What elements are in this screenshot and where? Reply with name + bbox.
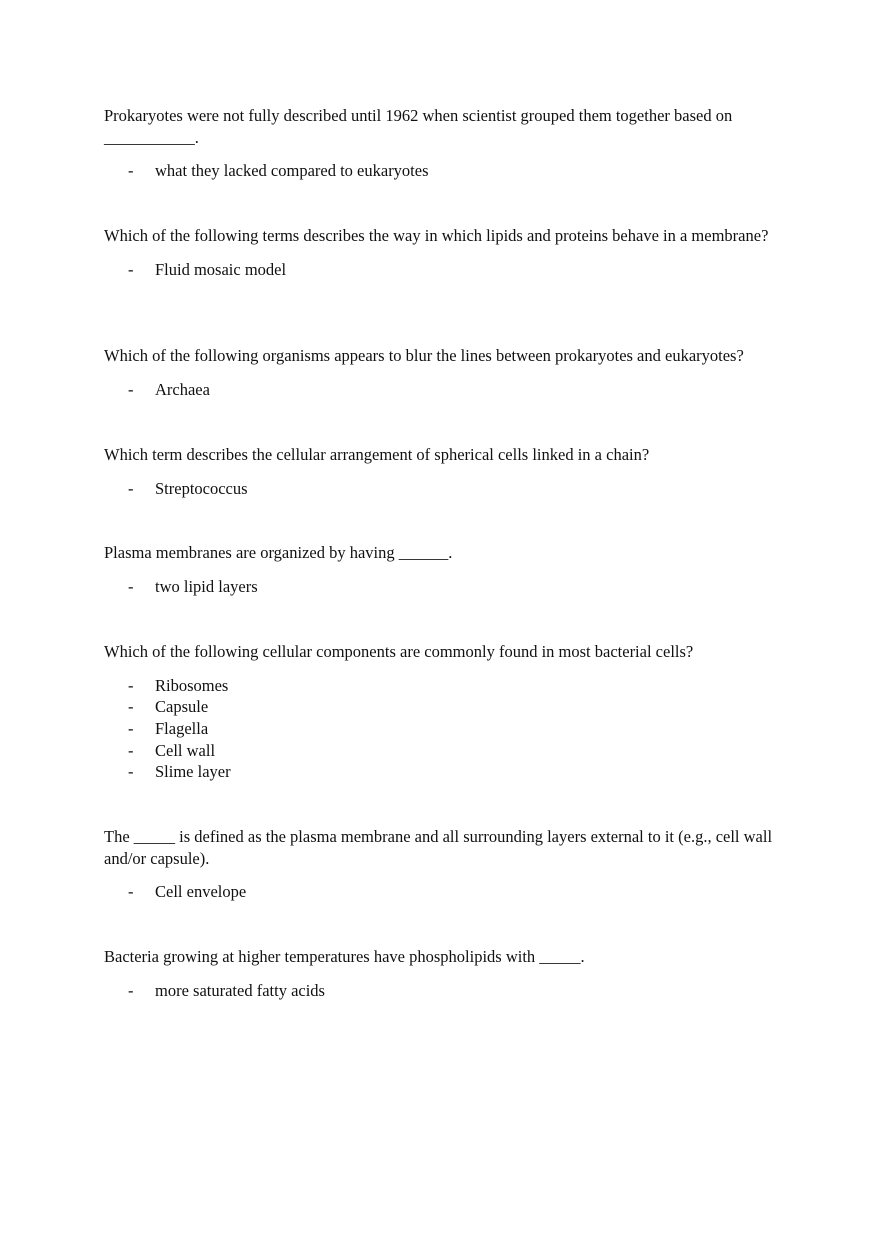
bullet-dash: - xyxy=(128,576,134,596)
question-block-7 xyxy=(104,826,784,903)
answer-item xyxy=(104,740,784,762)
answer-text: Slime layer xyxy=(155,762,231,782)
question-block-4 xyxy=(104,444,784,499)
answer-list xyxy=(104,478,784,500)
answer-item xyxy=(104,718,784,740)
bullet-dash: - xyxy=(128,478,134,498)
bullet-dash: - xyxy=(128,379,134,399)
bullet-dash: - xyxy=(128,697,134,717)
answer-item xyxy=(104,675,784,697)
question-text: Plasma membranes are organized by having ______. xyxy=(104,543,453,562)
answer-item xyxy=(104,478,784,500)
bullet-dash: - xyxy=(128,882,134,901)
bullet-dash: - xyxy=(128,259,134,279)
answer-text: Flagella xyxy=(155,718,209,738)
answer-text: Archaea xyxy=(155,379,210,399)
bullet-dash: - xyxy=(128,161,134,180)
question-text: The _____ is defined as the plasma membrane and all surrounding layers external to it (e.g., cell wall and/or capsule). xyxy=(104,827,773,868)
question-block-8 xyxy=(104,946,784,1001)
question-text: Which of the following organisms appears to blur the lines between prokaryotes and eukaryotes? xyxy=(104,346,744,365)
bullet-dash: - xyxy=(128,980,134,1000)
question-text: Which of the following cellular components are commonly found in most bacterial cells? xyxy=(104,642,694,661)
answer-item xyxy=(104,980,784,1002)
answer-item xyxy=(104,696,784,718)
answer-text: Fluid mosaic model xyxy=(155,259,287,279)
answer-item xyxy=(104,761,784,783)
bullet-dash: - xyxy=(128,740,134,760)
question-block-1 xyxy=(104,105,784,182)
answer-text: Capsule xyxy=(155,697,209,717)
question-text: Bacteria growing at higher temperatures have phospholipids with _____. xyxy=(104,947,585,966)
answer-text: what they lacked compared to eukaryotes xyxy=(155,161,429,180)
answer-text: Cell wall xyxy=(155,740,216,760)
answer-item xyxy=(104,576,784,598)
question-text: Which of the following terms describes the way in which lipids and proteins behave in a membrane? xyxy=(104,226,769,245)
question-block-2 xyxy=(104,225,784,280)
answer-item xyxy=(104,881,784,903)
answer-list xyxy=(104,576,784,598)
question-text: Which term describes the cellular arrangement of spherical cells linked in a chain? xyxy=(104,445,650,464)
answer-item xyxy=(104,379,784,401)
answer-text: Cell envelope xyxy=(155,882,247,901)
question-block-6 xyxy=(104,641,784,783)
answer-list xyxy=(104,379,784,401)
answer-item xyxy=(104,160,784,182)
answer-list xyxy=(104,259,784,281)
bullet-dash: - xyxy=(128,762,134,782)
answer-list xyxy=(104,980,784,1002)
answer-item xyxy=(104,259,784,281)
answer-text: Streptococcus xyxy=(155,478,248,498)
bullet-dash: - xyxy=(128,675,134,695)
answer-text: more saturated fatty acids xyxy=(155,980,325,1000)
answer-list xyxy=(104,160,784,182)
answer-list xyxy=(104,881,784,903)
bullet-dash: - xyxy=(128,718,134,738)
answer-text: two lipid layers xyxy=(155,576,258,596)
answer-text: Ribosomes xyxy=(155,675,229,695)
question-block-3 xyxy=(104,345,784,400)
answer-list xyxy=(104,675,784,784)
question-block-5 xyxy=(104,542,784,597)
question-text: Prokaryotes were not fully described until 1962 when scientist grouped them together based on ___________. xyxy=(104,106,733,147)
